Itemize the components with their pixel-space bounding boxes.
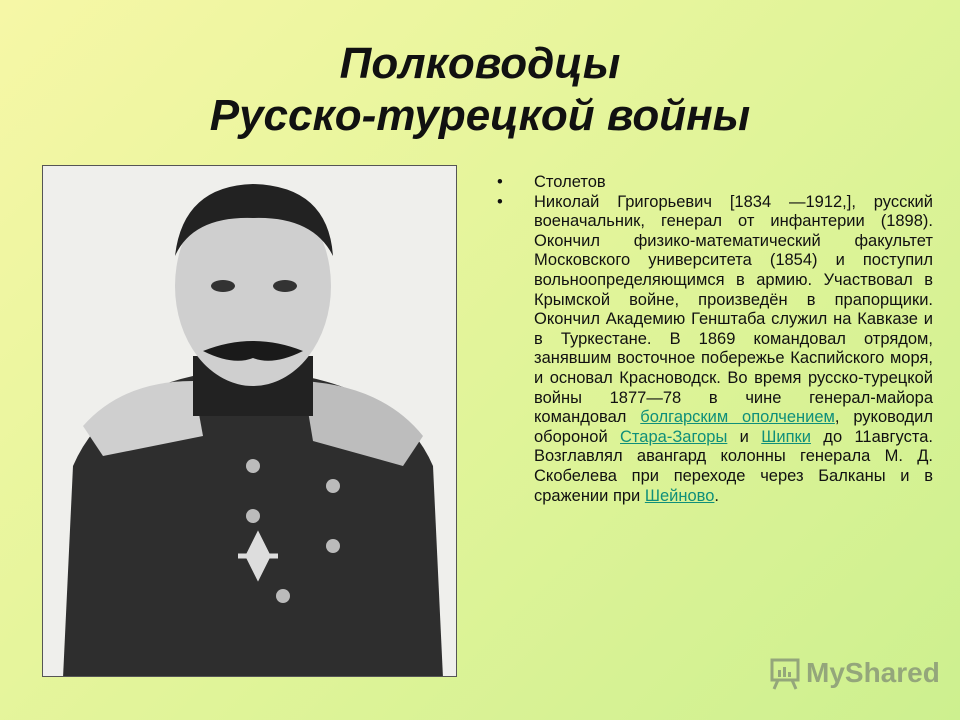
presentation-board-icon xyxy=(768,656,802,690)
bio-text: до 11августа. Возглавлял авангард колонны генерала М. Д. Скобелева при переходе через Балканы и в сражении при xyxy=(534,427,933,505)
link-shipka[interactable]: Шипки xyxy=(761,427,811,446)
general-surname: Столетов xyxy=(534,173,606,191)
bio-text: . xyxy=(714,486,720,505)
bullet-icon: • xyxy=(497,192,503,211)
watermark-logo xyxy=(768,656,940,690)
list-item xyxy=(497,173,933,193)
bio-text: и xyxy=(727,427,762,446)
title-line-2: Русско-турецкой войны xyxy=(209,91,751,140)
link-stara-zagora[interactable]: Стара-Загоры xyxy=(620,427,728,446)
bio-text: , руководил обороной xyxy=(534,408,934,446)
slide-title xyxy=(0,38,960,142)
link-bulgarian-militia[interactable]: болгарским ополчением xyxy=(640,408,835,427)
list-item xyxy=(497,193,933,507)
bullet-icon: • xyxy=(497,173,503,191)
watermark-text: MyShared xyxy=(806,657,940,688)
bio-text: Николай Григорьевич [1834 —1912,], русский военачальник, генерал от инфантерии (1898). Окончил физико-математический факультет Московского университета (1854) и поступил вольноопределяющимся в армию. Участвовал в Крымской войне, произведён в прапорщики. Окончил Академию Генштаба служил на Кавказе и в Туркестане. В 1869 командовал отрядом, занявшим восточное побережье Каспийского моря, и основал Красноводск. Во время русско-турецкой войны 1877—78 в чине генерал-майора командовал xyxy=(534,192,933,427)
link-sheinovo[interactable]: Шейново xyxy=(644,486,715,505)
portrait-image xyxy=(42,165,457,677)
portrait-drawing xyxy=(43,166,457,677)
bullet-list xyxy=(497,173,933,506)
title-line-1: Полководцы xyxy=(339,39,621,88)
